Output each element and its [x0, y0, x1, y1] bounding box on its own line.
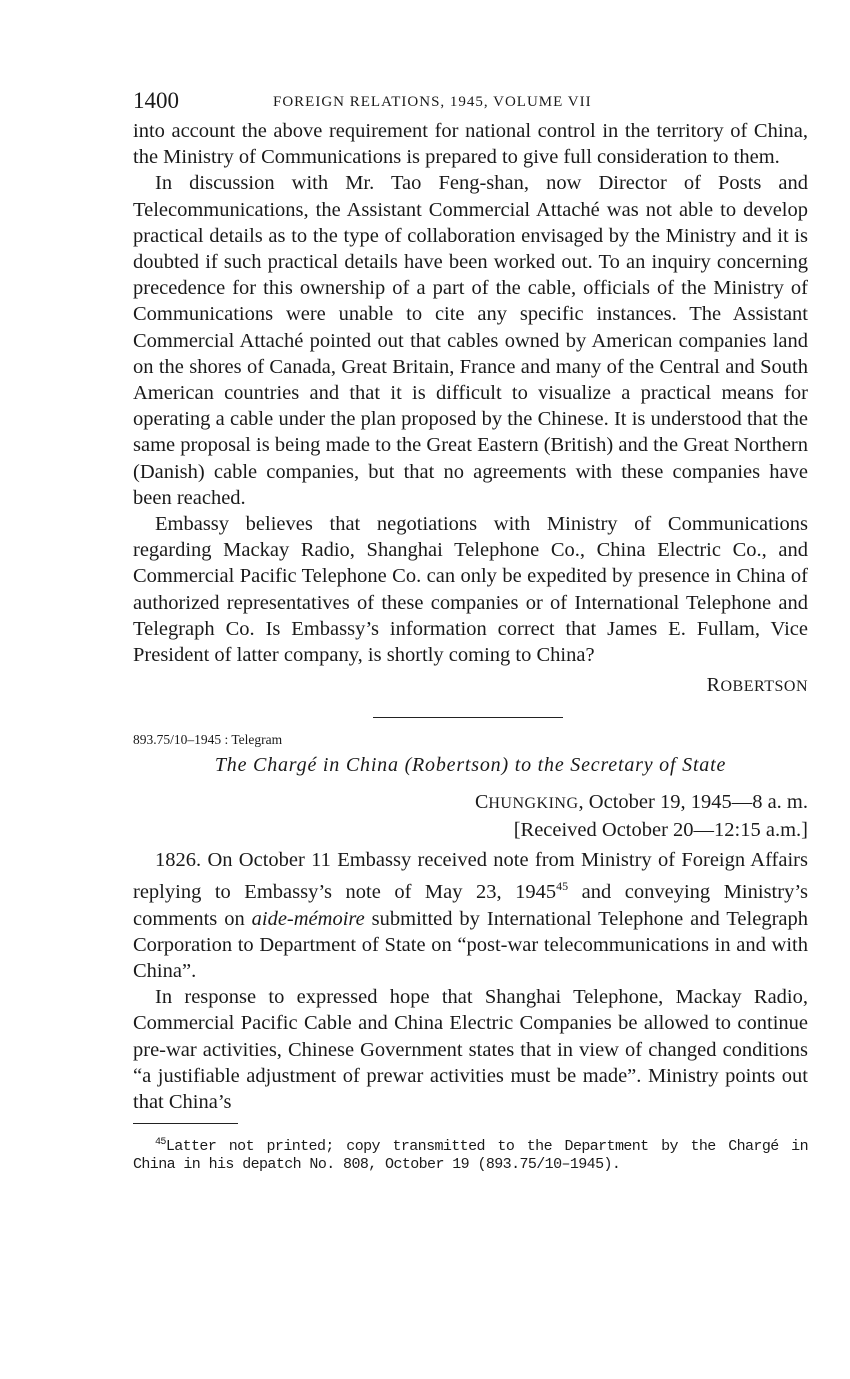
place-rest: HUNGKING: [488, 795, 579, 813]
file-reference: 893.75/10–1945 : Telegram: [133, 732, 283, 748]
date-text: , October 19, 1945—8 a. m.: [578, 791, 808, 814]
telegram-text-a: 1826. On October 11 Embassy received note from Ministry of Foreign Affairs replying to Embassy’s note of May 23, 1945: [133, 849, 808, 904]
section-divider: [373, 717, 563, 718]
telegram-paragraph-2: In response to expressed hope that Shanghai Telephone, Mackay Radio, Commercial Pacific Cable and China Electric Companies be allowed to continue pre-war activities, Chinese Government states that in view of changed conditions “a justifiable adjustment of prewar activities must be made”. Ministry points out that China’s: [133, 986, 808, 1113]
document-title: The Chargé in China (Robertson) to the Secretary of State: [214, 754, 727, 777]
footnote-divider: [133, 1123, 238, 1124]
page-number: 1400: [133, 88, 179, 113]
running-title: FOREIGN RELATIONS, 1945, VOLUME VII: [273, 94, 592, 110]
signature-initial: R: [706, 674, 721, 697]
telegram-paragraph-1: [133, 847, 808, 984]
paragraph-embassy-belief: Embassy believes that negotiations with Ministry of Communications regarding Mackay Radio, Shanghai Telephone Co., China Electric Co., and Commercial Pacific Telephone Co. can only be expedited by presence in China of authorized representatives of these companies or of International Telephone and Telegraph Co. Is Embassy’s information correct that James E. Fullam, Vice President of latter company, is shortly coming to China?: [133, 513, 808, 667]
footnote: [133, 1134, 808, 1174]
signature: [133, 674, 808, 697]
telegram-text-b: and conveying Ministry’s comments on: [133, 881, 808, 930]
page: [133, 88, 808, 1174]
telegram-italic-term: aide-mémoire: [251, 907, 365, 930]
paragraph-continuation: into account the above requirement for national control in the territory of China, the Ministry of Communications is prepared to give full consideration to them.: [133, 120, 808, 169]
place-initial: C: [474, 791, 489, 814]
received-line: [Received October 20—12:15 a.m.]: [513, 819, 808, 842]
footnote-mark: 45: [155, 1137, 166, 1149]
footnote-reference: 45: [556, 879, 569, 894]
footnote-text: Latter not printed; copy transmitted to the Department by the Chargé in China in his depatch No. 808, October 19 (893.75/10–1945).: [133, 1138, 808, 1174]
page-header: [133, 88, 808, 118]
signature-rest: OBERTSON: [720, 678, 808, 696]
telegram-text-c: submitted by International Telephone and Telegraph Corporation to Department of State on “post-war telecommunications in and with China”.: [133, 907, 808, 982]
paragraph-discussion: In discussion with Mr. Tao Feng-shan, now Director of Posts and Telecommunications, the Assistant Commercial Attaché was not able to develop practical details as to the type of collaboration envisaged by the Ministry and it is doubted if such practical details have been worked out. To an inquiry concerning precedence for this ownership of a part of the cable, officials of the Ministry of Communications were unable to cite any specific instances. The Assistant Commercial Attaché pointed out that cables owned by American companies land on the shores of Canada, Great Britain, France and many of the Central and South American countries and that it is difficult to visualize a practical means for operating a cable under the plan proposed by the Chinese. It is understood that the same proposal is being made to the Great Eastern (British) and the Great Northern (Danish) cable companies, but that no agreements with these companies have been reached.: [133, 172, 808, 509]
dateline: [133, 789, 808, 817]
